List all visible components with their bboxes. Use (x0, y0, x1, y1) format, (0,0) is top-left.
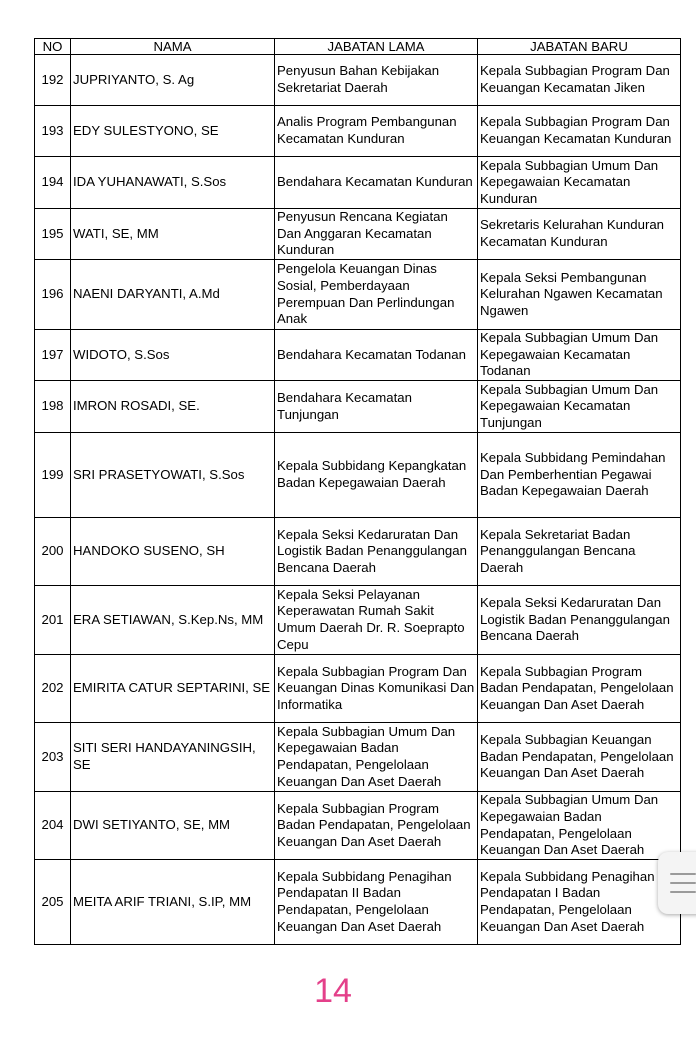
cell-jabatan-baru: Kepala Subbidang Pemindahan Dan Pemberhentian Pegawai Badan Kepegawaian Daerah (478, 433, 681, 518)
cell-jabatan-baru: Kepala Seksi Kedaruratan Dan Logistik Badan Penanggulangan Bencana Daerah (478, 586, 681, 655)
cell-jabatan-lama: Kepala Subbagian Program Badan Pendapatan, Pengelolaan Keuangan Dan Aset Daerah (275, 792, 478, 860)
cell-jabatan-baru: Kepala Subbidang Penagihan Pendapatan I Badan Pendapatan, Pengelolaan Keuangan Dan Aset Daerah (478, 860, 681, 945)
cell-jabatan-lama: Pengelola Keuangan Dinas Sosial, Pemberdayaan Perempuan Dan Perlindungan Anak (275, 260, 478, 330)
cell-no: 195 (35, 209, 71, 260)
table-row (35, 792, 681, 860)
header-no: NO (35, 39, 71, 55)
cell-jabatan-lama: Kepala Subbagian Program Dan Keuangan Dinas Komunikasi Dan Informatika (275, 655, 478, 723)
header-nama: NAMA (71, 39, 275, 55)
cell-jabatan-baru: Kepala Seksi Pembangunan Kelurahan Ngawen Kecamatan Ngawen (478, 260, 681, 330)
cell-nama: NAENI DARYANTI, A.Md (71, 260, 275, 330)
cell-jabatan-lama: Kepala Subbidang Penagihan Pendapatan II Badan Pendapatan, Pengelolaan Keuangan Dan Aset Daerah (275, 860, 478, 945)
cell-jabatan-lama: Bendahara Kecamatan Todanan (275, 330, 478, 381)
transfer-table (34, 38, 681, 945)
cell-jabatan-baru: Sekretaris Kelurahan Kunduran Kecamatan Kunduran (478, 209, 681, 260)
cell-jabatan-baru: Kepala Subbagian Keuangan Badan Pendapatan, Pengelolaan Keuangan Dan Aset Daerah (478, 723, 681, 792)
cell-jabatan-lama: Kepala Seksi Kedaruratan Dan Logistik Badan Penanggulangan Bencana Daerah (275, 518, 478, 586)
cell-jabatan-lama: Kepala Subbagian Umum Dan Kepegawaian Badan Pendapatan, Pengelolaan Keuangan Dan Aset Daerah (275, 723, 478, 792)
cell-jabatan-baru: Kepala Subbagian Umum Dan Kepegawaian Kecamatan Kunduran (478, 157, 681, 209)
cell-jabatan-baru: Kepala Subbagian Umum Dan Kepegawaian Badan Pendapatan, Pengelolaan Keuangan Dan Aset Daerah (478, 792, 681, 860)
table-row (35, 330, 681, 381)
cell-no: 194 (35, 157, 71, 209)
cell-nama: WATI, SE, MM (71, 209, 275, 260)
cell-jabatan-lama: Kepala Subbidang Kepangkatan Badan Kepegawaian Daerah (275, 433, 478, 518)
cell-jabatan-baru: Kepala Subbagian Program Dan Keuangan Kecamatan Jiken (478, 55, 681, 106)
cell-no: 198 (35, 381, 71, 433)
cell-jabatan-lama: Kepala Seksi Pelayanan Keperawatan Rumah Sakit Umum Daerah Dr. R. Soeprapto Cepu (275, 586, 478, 655)
table-row (35, 55, 681, 106)
cell-no: 201 (35, 586, 71, 655)
scroll-handle[interactable] (658, 852, 696, 914)
cell-no: 204 (35, 792, 71, 860)
cell-jabatan-lama: Analis Program Pembangunan Kecamatan Kunduran (275, 106, 478, 157)
header-jabatan-lama: JABATAN LAMA (275, 39, 478, 55)
cell-nama: DWI SETIYANTO, SE, MM (71, 792, 275, 860)
cell-nama: SRI PRASETYOWATI, S.Sos (71, 433, 275, 518)
cell-no: 193 (35, 106, 71, 157)
table-row (35, 157, 681, 209)
cell-no: 200 (35, 518, 71, 586)
cell-nama: HANDOKO SUSENO, SH (71, 518, 275, 586)
table-row (35, 723, 681, 792)
cell-nama: EDY SULESTYONO, SE (71, 106, 275, 157)
cell-no: 205 (35, 860, 71, 945)
cell-nama: WIDOTO, S.Sos (71, 330, 275, 381)
cell-nama: JUPRIYANTO, S. Ag (71, 55, 275, 106)
table-row (35, 586, 681, 655)
table-row (35, 381, 681, 433)
cell-no: 196 (35, 260, 71, 330)
table-row (35, 860, 681, 945)
cell-jabatan-lama: Bendahara Kecamatan Kunduran (275, 157, 478, 209)
cell-nama: EMIRITA CATUR SEPTARINI, SE (71, 655, 275, 723)
table-body (35, 55, 681, 945)
cell-nama: IMRON ROSADI, SE. (71, 381, 275, 433)
table-header-row (35, 39, 681, 55)
cell-no: 203 (35, 723, 71, 792)
cell-nama: ERA SETIAWAN, S.Kep.Ns, MM (71, 586, 275, 655)
cell-jabatan-baru: Kepala Subbagian Umum Dan Kepegawaian Kecamatan Tunjungan (478, 381, 681, 433)
table-row (35, 106, 681, 157)
cell-jabatan-baru: Kepala Subbagian Umum Dan Kepegawaian Kecamatan Todanan (478, 330, 681, 381)
cell-no: 199 (35, 433, 71, 518)
header-jabatan-baru: JABATAN BARU (478, 39, 681, 55)
table-row (35, 655, 681, 723)
cell-jabatan-baru: Kepala Subbagian Program Badan Pendapatan, Pengelolaan Keuangan Dan Aset Daerah (478, 655, 681, 723)
cell-jabatan-lama: Penyusun Bahan Kebijakan Sekretariat Daerah (275, 55, 478, 106)
cell-jabatan-lama: Penyusun Rencana Kegiatan Dan Anggaran Kecamatan Kunduran (275, 209, 478, 260)
table-row (35, 518, 681, 586)
cell-no: 192 (35, 55, 71, 106)
page-number: 14 (314, 972, 352, 1010)
cell-nama: MEITA ARIF TRIANI, S.IP, MM (71, 860, 275, 945)
table-row (35, 209, 681, 260)
table-row (35, 260, 681, 330)
cell-jabatan-baru: Kepala Subbagian Program Dan Keuangan Kecamatan Kunduran (478, 106, 681, 157)
cell-no: 202 (35, 655, 71, 723)
cell-nama: SITI SERI HANDAYANINGSIH, SE (71, 723, 275, 792)
cell-jabatan-lama: Bendahara Kecamatan Tunjungan (275, 381, 478, 433)
table-row (35, 433, 681, 518)
cell-jabatan-baru: Kepala Sekretariat Badan Penanggulangan Bencana Daerah (478, 518, 681, 586)
cell-nama: IDA YUHANAWATI, S.Sos (71, 157, 275, 209)
cell-no: 197 (35, 330, 71, 381)
